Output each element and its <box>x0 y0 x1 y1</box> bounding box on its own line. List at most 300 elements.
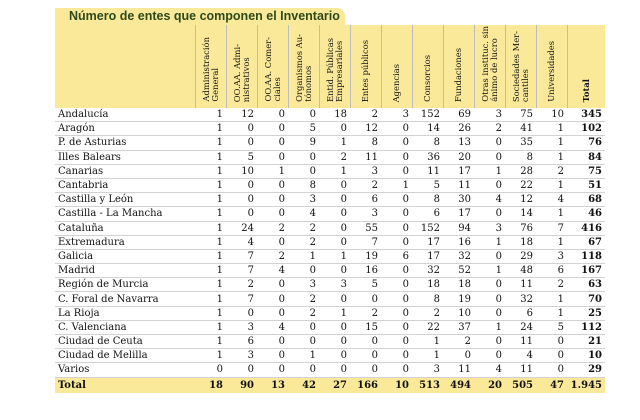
value-cell: 10 <box>536 108 567 122</box>
table-row <box>55 207 605 221</box>
row-total-cell: 167 <box>567 264 605 278</box>
value-cell: 1 <box>195 292 226 306</box>
value-cell: 17 <box>443 164 474 178</box>
value-cell: 1 <box>195 122 226 136</box>
value-cell: 1 <box>195 278 226 292</box>
row-label: La Rioja <box>55 306 195 320</box>
value-cell: 1 <box>474 235 505 249</box>
value-cell: 36 <box>412 150 443 164</box>
value-cell: 0 <box>257 363 288 377</box>
value-cell: 0 <box>474 335 505 349</box>
value-cell: 0 <box>381 207 412 221</box>
value-cell: 0 <box>474 249 505 263</box>
table-row <box>55 221 605 235</box>
value-cell: 8 <box>288 178 319 192</box>
value-cell: 1 <box>257 164 288 178</box>
row-label: Ciudad de Melilla <box>55 349 195 363</box>
value-cell: 11 <box>412 164 443 178</box>
value-cell: 0 <box>381 363 412 377</box>
table-row <box>55 136 605 150</box>
value-cell: 4 <box>474 363 505 377</box>
value-cell: 8 <box>412 136 443 150</box>
value-cell: 4 <box>257 264 288 278</box>
row-label: Illes Balears <box>55 150 195 164</box>
value-cell: 0 <box>381 349 412 363</box>
value-cell: 0 <box>319 235 350 249</box>
value-cell: 0 <box>257 235 288 249</box>
value-cell: 18 <box>443 278 474 292</box>
table-row <box>55 193 605 207</box>
value-cell: 0 <box>536 349 567 363</box>
value-cell: 16 <box>443 235 474 249</box>
value-cell: 7 <box>226 264 257 278</box>
value-cell: 48 <box>505 264 536 278</box>
value-cell: 0 <box>288 150 319 164</box>
value-cell: 1 <box>195 349 226 363</box>
row-total-cell: 84 <box>567 150 605 164</box>
value-cell: 0 <box>257 150 288 164</box>
value-cell: 1 <box>195 108 226 122</box>
value-cell: 0 <box>319 221 350 235</box>
value-cell: 18 <box>505 235 536 249</box>
value-cell: 0 <box>257 278 288 292</box>
table-row <box>55 235 605 249</box>
value-cell: 1 <box>474 320 505 334</box>
value-cell: 14 <box>505 207 536 221</box>
row-label: Región de Murcia <box>55 278 195 292</box>
value-cell: 1 <box>195 150 226 164</box>
col-header: Administración General <box>195 25 226 108</box>
value-cell: 0 <box>381 335 412 349</box>
value-cell: 41 <box>505 122 536 136</box>
value-cell: 1 <box>474 164 505 178</box>
col-header: Entid. Públicas Empresariales <box>319 25 350 108</box>
value-cell: 20 <box>474 377 505 393</box>
value-cell: 1 <box>195 320 226 334</box>
col-header: Sociedades Mer- cantiles <box>505 25 536 108</box>
row-total-cell: 67 <box>567 235 605 249</box>
value-cell: 2 <box>319 150 350 164</box>
col-header: Otras instituc. sin ánimo de lucro <box>474 25 505 108</box>
value-cell: 11 <box>505 278 536 292</box>
value-cell: 1 <box>195 207 226 221</box>
value-cell: 152 <box>412 221 443 235</box>
value-cell: 26 <box>443 122 474 136</box>
row-total-cell: 75 <box>567 164 605 178</box>
row-label: Galicia <box>55 249 195 263</box>
row-label: Cataluña <box>55 221 195 235</box>
value-cell: 0 <box>474 207 505 221</box>
row-label: C. Valenciana <box>55 320 195 334</box>
header-corner <box>55 25 195 108</box>
value-cell: 0 <box>319 335 350 349</box>
value-cell: 6 <box>536 264 567 278</box>
value-cell: 0 <box>319 122 350 136</box>
row-total-cell: 70 <box>567 292 605 306</box>
value-cell: 0 <box>350 363 381 377</box>
value-cell: 6 <box>505 306 536 320</box>
value-cell: 1 <box>536 178 567 192</box>
value-cell: 0 <box>257 292 288 306</box>
value-cell: 22 <box>505 178 536 192</box>
row-total-cell: 51 <box>567 178 605 192</box>
value-cell: 0 <box>381 306 412 320</box>
value-cell: 1 <box>536 136 567 150</box>
value-cell: 29 <box>505 249 536 263</box>
value-cell: 24 <box>226 221 257 235</box>
value-cell: 1 <box>381 178 412 192</box>
value-cell: 0 <box>195 363 226 377</box>
value-cell: 1 <box>195 164 226 178</box>
value-cell: 0 <box>474 136 505 150</box>
value-cell: 1 <box>319 306 350 320</box>
value-cell: 0 <box>288 108 319 122</box>
value-cell: 17 <box>412 249 443 263</box>
value-cell: 0 <box>257 335 288 349</box>
col-header: OO.AA. Admi- nistrativos <box>226 25 257 108</box>
value-cell: 0 <box>319 320 350 334</box>
value-cell: 0 <box>257 108 288 122</box>
value-cell: 0 <box>474 150 505 164</box>
value-cell: 1 <box>412 335 443 349</box>
value-cell: 2 <box>226 278 257 292</box>
value-cell: 90 <box>226 377 257 393</box>
value-cell: 7 <box>536 221 567 235</box>
value-cell: 3 <box>474 221 505 235</box>
value-cell: 0 <box>226 207 257 221</box>
row-total-cell: 112 <box>567 320 605 334</box>
value-cell: 94 <box>443 221 474 235</box>
header-row <box>55 25 605 108</box>
inventory-table <box>55 25 605 393</box>
value-cell: 152 <box>412 108 443 122</box>
value-cell: 15 <box>350 320 381 334</box>
value-cell: 1 <box>319 136 350 150</box>
value-cell: 52 <box>443 264 474 278</box>
value-cell: 32 <box>505 292 536 306</box>
value-cell: 13 <box>443 136 474 150</box>
value-cell: 1 <box>536 122 567 136</box>
row-total-cell: 10 <box>567 349 605 363</box>
value-cell: 0 <box>226 122 257 136</box>
value-cell: 4 <box>257 320 288 334</box>
value-cell: 0 <box>350 292 381 306</box>
value-cell: 0 <box>381 292 412 306</box>
value-cell: 0 <box>257 122 288 136</box>
table-row <box>55 249 605 263</box>
row-total-cell: 46 <box>567 207 605 221</box>
table-row <box>55 320 605 334</box>
value-cell: 11 <box>443 178 474 192</box>
value-cell: 0 <box>381 150 412 164</box>
value-cell: 0 <box>319 178 350 192</box>
value-cell: 18 <box>195 377 226 393</box>
value-cell: 5 <box>350 278 381 292</box>
value-cell: 2 <box>443 335 474 349</box>
value-cell: 11 <box>443 363 474 377</box>
row-label: Andalucía <box>55 108 195 122</box>
value-cell: 3 <box>536 249 567 263</box>
row-total-cell: 102 <box>567 122 605 136</box>
value-cell: 3 <box>288 278 319 292</box>
value-cell: 2 <box>350 108 381 122</box>
value-cell: 0 <box>288 335 319 349</box>
row-label: Castilla y León <box>55 193 195 207</box>
value-cell: 4 <box>536 193 567 207</box>
value-cell: 8 <box>412 193 443 207</box>
value-cell: 3 <box>474 108 505 122</box>
value-cell: 24 <box>505 320 536 334</box>
value-cell: 3 <box>350 164 381 178</box>
value-cell: 0 <box>226 193 257 207</box>
value-cell: 3 <box>288 193 319 207</box>
total-row <box>55 377 605 393</box>
value-cell: 12 <box>226 108 257 122</box>
value-cell: 1 <box>412 349 443 363</box>
value-cell: 0 <box>381 235 412 249</box>
table-row <box>55 108 605 122</box>
value-cell: 2 <box>288 221 319 235</box>
value-cell: 2 <box>288 292 319 306</box>
value-cell: 1 <box>319 249 350 263</box>
value-cell: 0 <box>257 306 288 320</box>
value-cell: 0 <box>381 136 412 150</box>
value-cell: 0 <box>350 349 381 363</box>
col-header: Organismos Au- tónomos <box>288 25 319 108</box>
table-row <box>55 164 605 178</box>
value-cell: 8 <box>350 136 381 150</box>
value-cell: 0 <box>226 178 257 192</box>
table-row <box>55 264 605 278</box>
row-label: Total <box>55 377 195 393</box>
table-row <box>55 335 605 349</box>
value-cell: 0 <box>474 178 505 192</box>
value-cell: 1 <box>319 164 350 178</box>
value-cell: 6 <box>226 335 257 349</box>
row-label: Aragón <box>55 122 195 136</box>
value-cell: 17 <box>443 207 474 221</box>
value-cell: 0 <box>257 136 288 150</box>
value-cell: 2 <box>536 164 567 178</box>
value-cell: 2 <box>350 178 381 192</box>
value-cell: 19 <box>443 292 474 306</box>
value-cell: 9 <box>288 136 319 150</box>
col-header: OO.AA. Comer- ciales <box>257 25 288 108</box>
value-cell: 17 <box>412 235 443 249</box>
value-cell: 2 <box>257 249 288 263</box>
value-cell: 0 <box>319 363 350 377</box>
row-label: Castilla - La Mancha <box>55 207 195 221</box>
value-cell: 0 <box>226 306 257 320</box>
value-cell: 32 <box>412 264 443 278</box>
row-total-cell: 63 <box>567 278 605 292</box>
value-cell: 7 <box>226 292 257 306</box>
value-cell: 0 <box>319 193 350 207</box>
row-total-cell: 416 <box>567 221 605 235</box>
value-cell: 12 <box>505 193 536 207</box>
value-cell: 6 <box>350 193 381 207</box>
value-cell: 3 <box>226 349 257 363</box>
row-total-cell: 25 <box>567 306 605 320</box>
value-cell: 10 <box>381 377 412 393</box>
value-cell: 27 <box>319 377 350 393</box>
value-cell: 0 <box>226 136 257 150</box>
value-cell: 0 <box>381 278 412 292</box>
value-cell: 5 <box>288 122 319 136</box>
title-tab <box>55 8 345 25</box>
value-cell: 0 <box>257 178 288 192</box>
row-label: Extremadura <box>55 235 195 249</box>
value-cell: 1 <box>195 178 226 192</box>
value-cell: 10 <box>226 164 257 178</box>
value-cell: 20 <box>443 150 474 164</box>
value-cell: 0 <box>257 349 288 363</box>
value-cell: 1 <box>474 264 505 278</box>
value-cell: 0 <box>288 320 319 334</box>
value-cell: 7 <box>350 235 381 249</box>
value-cell: 12 <box>350 122 381 136</box>
value-cell: 22 <box>412 320 443 334</box>
value-cell: 0 <box>257 193 288 207</box>
value-cell: 42 <box>288 377 319 393</box>
value-cell: 0 <box>474 292 505 306</box>
row-label: Canarias <box>55 164 195 178</box>
value-cell: 0 <box>381 164 412 178</box>
value-cell: 16 <box>350 264 381 278</box>
value-cell: 5 <box>226 150 257 164</box>
value-cell: 0 <box>288 363 319 377</box>
value-cell: 0 <box>443 349 474 363</box>
value-cell: 0 <box>381 193 412 207</box>
row-total-cell: 1.945 <box>567 377 605 393</box>
value-cell: 0 <box>319 264 350 278</box>
table-row <box>55 363 605 377</box>
value-cell: 10 <box>443 306 474 320</box>
table-row <box>55 306 605 320</box>
value-cell: 18 <box>319 108 350 122</box>
row-label: Ciudad de Ceuta <box>55 335 195 349</box>
value-cell: 32 <box>443 249 474 263</box>
value-cell: 0 <box>288 264 319 278</box>
value-cell: 8 <box>412 292 443 306</box>
value-cell: 3 <box>412 363 443 377</box>
value-cell: 0 <box>474 306 505 320</box>
value-cell: 11 <box>505 335 536 349</box>
value-cell: 0 <box>536 363 567 377</box>
value-cell: 513 <box>412 377 443 393</box>
table-row <box>55 150 605 164</box>
value-cell: 1 <box>195 221 226 235</box>
value-cell: 0 <box>381 264 412 278</box>
value-cell: 1 <box>195 264 226 278</box>
value-cell: 5 <box>412 178 443 192</box>
value-cell: 3 <box>319 278 350 292</box>
value-cell: 7 <box>226 249 257 263</box>
value-cell: 4 <box>226 235 257 249</box>
table-row <box>55 349 605 363</box>
value-cell: 18 <box>412 278 443 292</box>
row-label: Madrid <box>55 264 195 278</box>
value-cell: 6 <box>412 207 443 221</box>
value-cell: 4 <box>505 349 536 363</box>
value-cell: 0 <box>381 221 412 235</box>
value-cell: 5 <box>536 320 567 334</box>
value-cell: 4 <box>288 207 319 221</box>
value-cell: 28 <box>505 164 536 178</box>
value-cell: 2 <box>350 306 381 320</box>
value-cell: 11 <box>350 150 381 164</box>
value-cell: 0 <box>350 335 381 349</box>
value-cell: 3 <box>350 207 381 221</box>
row-total-cell: 21 <box>567 335 605 349</box>
value-cell: 55 <box>350 221 381 235</box>
value-cell: 6 <box>381 249 412 263</box>
row-label: P. de Asturias <box>55 136 195 150</box>
value-cell: 0 <box>474 349 505 363</box>
value-cell: 1 <box>536 306 567 320</box>
table-row <box>55 278 605 292</box>
value-cell: 1 <box>195 136 226 150</box>
value-cell: 0 <box>381 122 412 136</box>
col-header: Fundaciones <box>443 25 474 108</box>
value-cell: 1 <box>536 150 567 164</box>
value-cell: 0 <box>257 207 288 221</box>
value-cell: 494 <box>443 377 474 393</box>
table-row <box>55 292 605 306</box>
value-cell: 505 <box>505 377 536 393</box>
value-cell: 19 <box>350 249 381 263</box>
value-cell: 0 <box>226 363 257 377</box>
value-cell: 1 <box>288 349 319 363</box>
value-cell: 2 <box>474 122 505 136</box>
col-header: Consorcios <box>412 25 443 108</box>
value-cell: 75 <box>505 108 536 122</box>
value-cell: 1 <box>536 235 567 249</box>
value-cell: 2 <box>288 235 319 249</box>
value-cell: 1 <box>195 193 226 207</box>
value-cell: 1 <box>536 207 567 221</box>
row-label: Cantabria <box>55 178 195 192</box>
value-cell: 0 <box>381 320 412 334</box>
row-total-cell: 29 <box>567 363 605 377</box>
value-cell: 4 <box>474 193 505 207</box>
value-cell: 1 <box>195 306 226 320</box>
value-cell: 13 <box>257 377 288 393</box>
value-cell: 69 <box>443 108 474 122</box>
value-cell: 0 <box>319 349 350 363</box>
value-cell: 3 <box>226 320 257 334</box>
row-total-cell: 345 <box>567 108 605 122</box>
value-cell: 0 <box>536 335 567 349</box>
col-header-total: Total <box>567 25 605 108</box>
table-title: Número de entes que componen el Inventario <box>69 9 340 23</box>
value-cell: 2 <box>412 306 443 320</box>
value-cell: 1 <box>195 249 226 263</box>
value-cell: 47 <box>536 377 567 393</box>
value-cell: 37 <box>443 320 474 334</box>
value-cell: 76 <box>505 221 536 235</box>
col-header: Universidades <box>536 25 567 108</box>
row-total-cell: 118 <box>567 249 605 263</box>
value-cell: 1 <box>195 235 226 249</box>
value-cell: 0 <box>319 292 350 306</box>
value-cell: 0 <box>474 278 505 292</box>
value-cell: 1 <box>195 335 226 349</box>
value-cell: 2 <box>288 306 319 320</box>
value-cell: 3 <box>381 108 412 122</box>
value-cell: 166 <box>350 377 381 393</box>
row-total-cell: 68 <box>567 193 605 207</box>
